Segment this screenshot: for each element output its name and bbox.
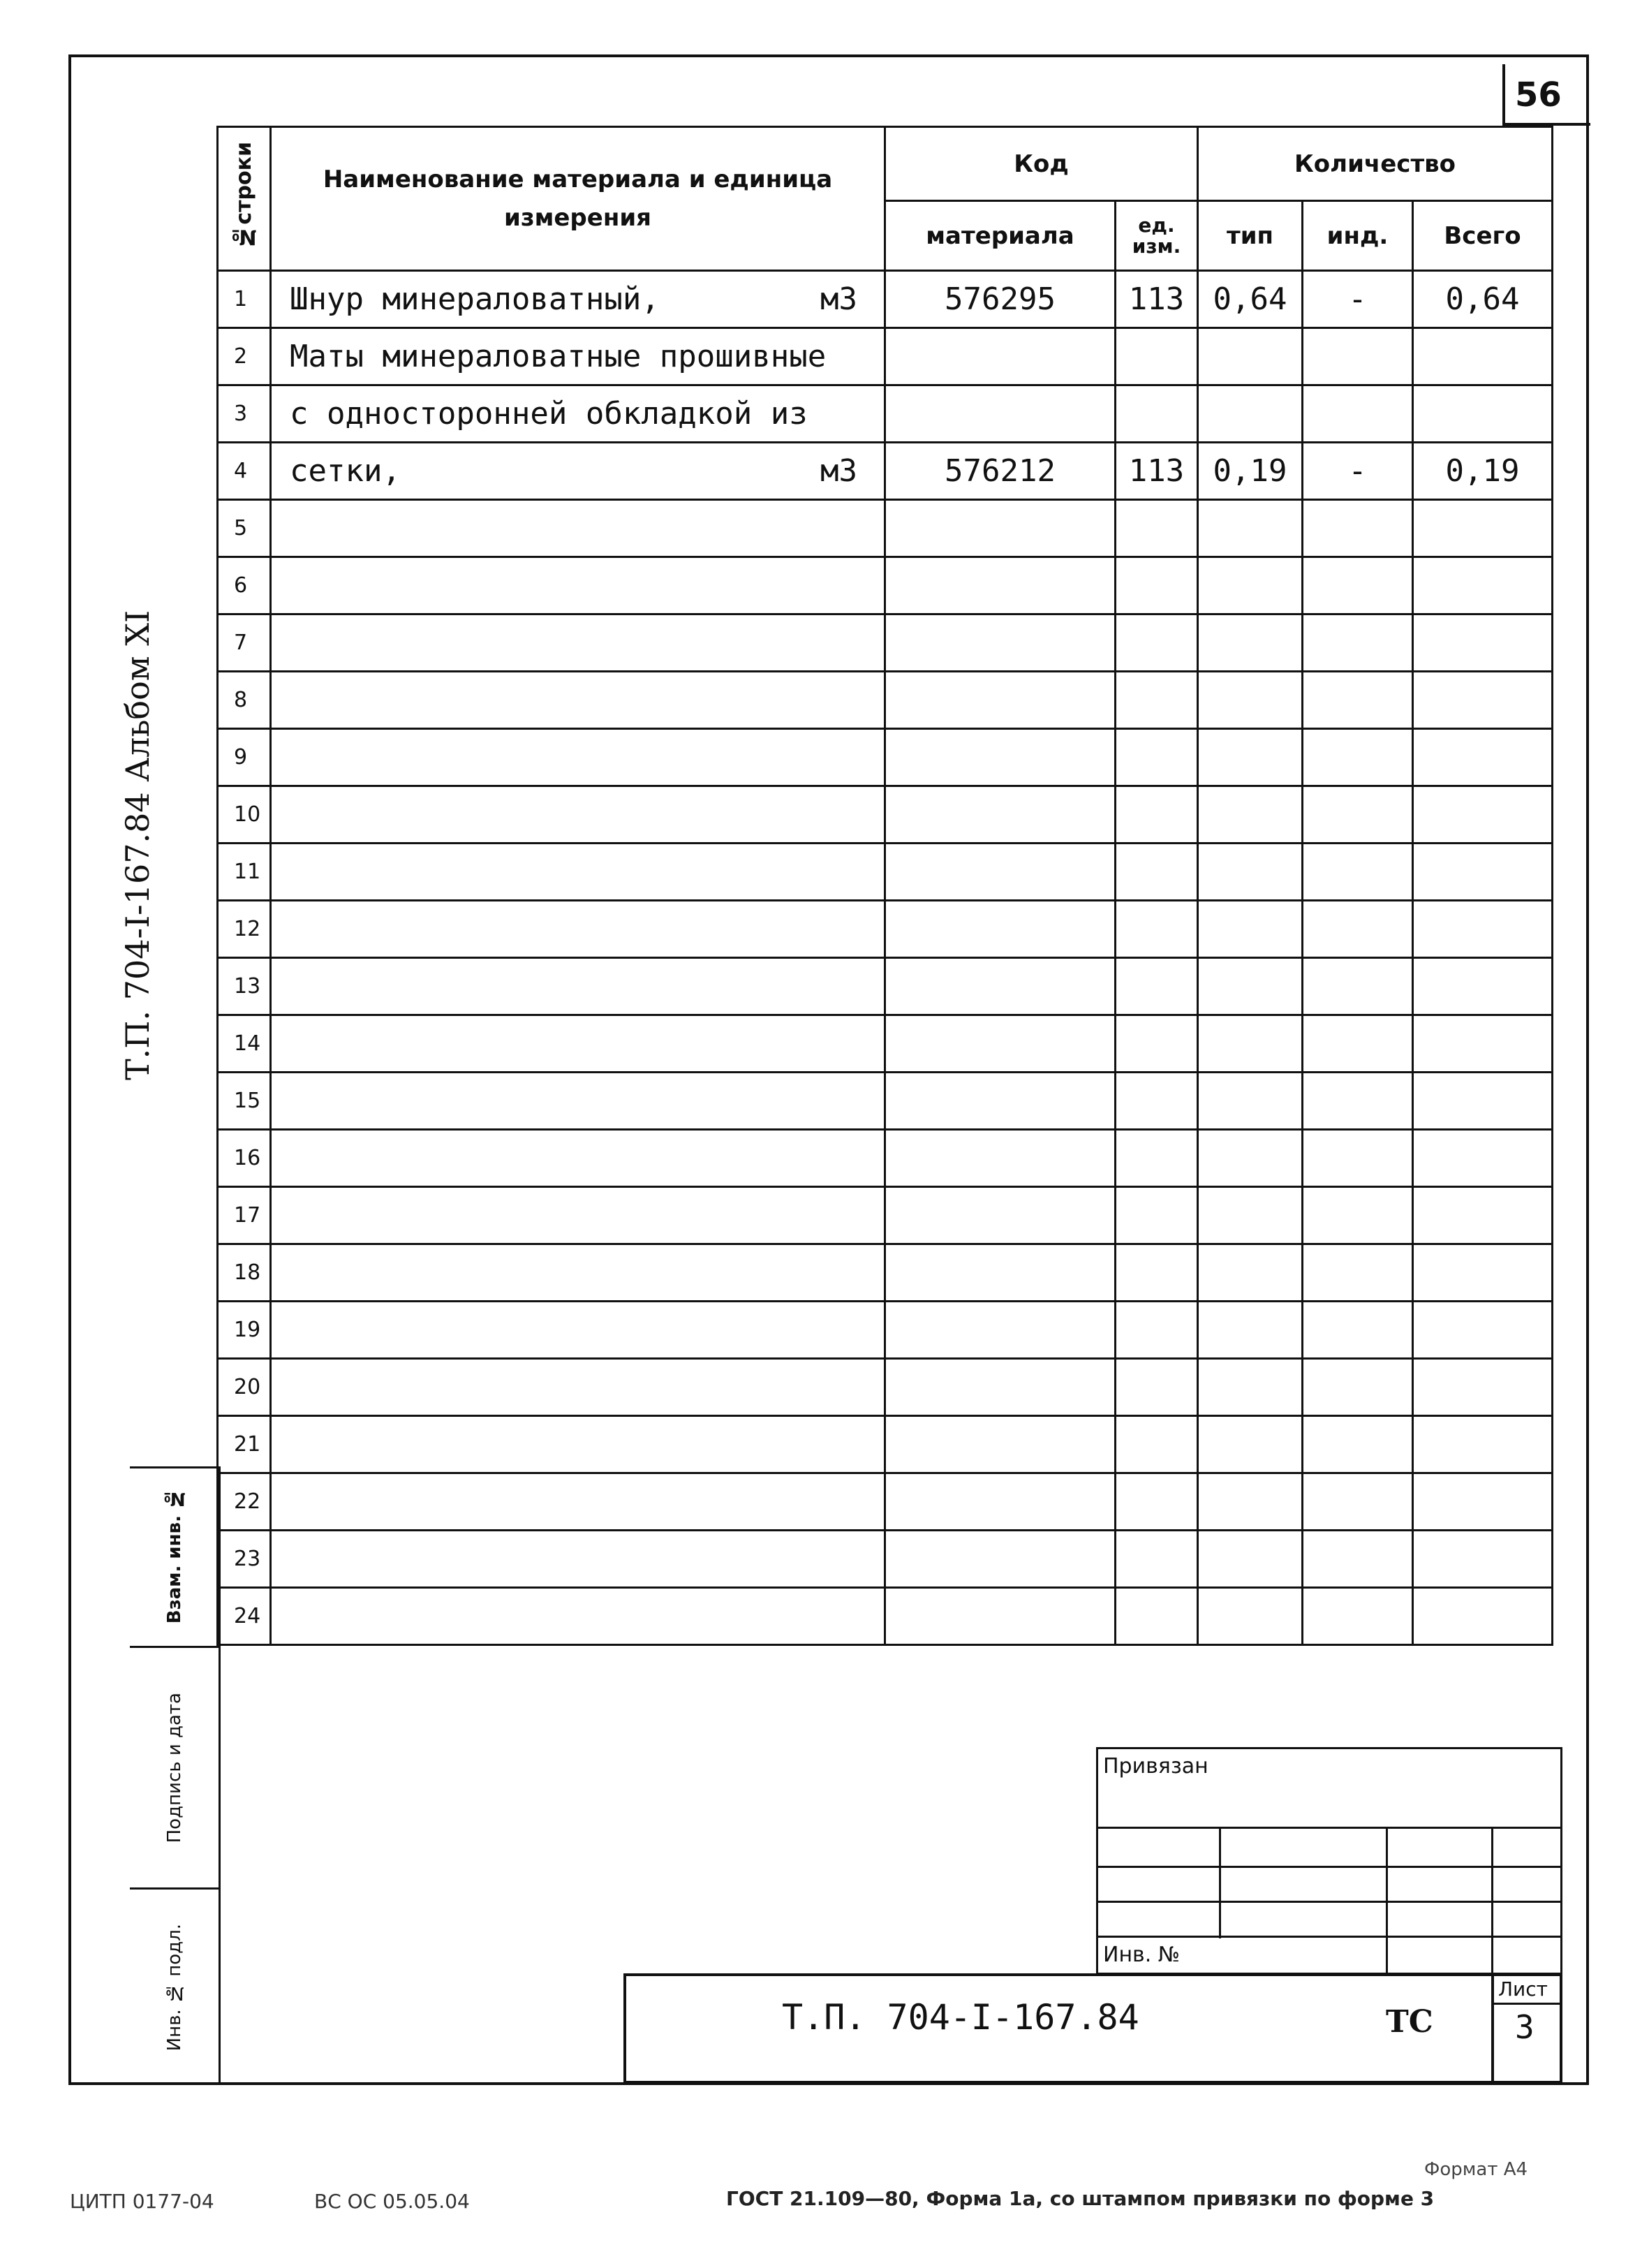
- stamp-inv-no: Инв. №: [1103, 1943, 1181, 1967]
- unit-code: [1116, 1073, 1198, 1130]
- table-row: [218, 328, 1553, 385]
- row-number: 1: [218, 271, 271, 328]
- qty-ind: [1303, 729, 1413, 786]
- row-number: 17: [218, 1187, 271, 1244]
- table-row: [218, 786, 1553, 844]
- material-code: [885, 1015, 1116, 1073]
- qty-ind: [1303, 1302, 1413, 1359]
- header-qty-total: Всего: [1413, 201, 1553, 271]
- qty-type: [1198, 1187, 1303, 1244]
- header-code-unit: ед. изм.: [1116, 201, 1198, 271]
- materials-table: [216, 126, 1553, 1646]
- qty-type: [1198, 614, 1303, 672]
- qty-type: 0,64: [1198, 271, 1303, 328]
- unit-code: 113: [1116, 443, 1198, 500]
- stamp-col-line: [1491, 1827, 1493, 1973]
- header-row-no: №строки: [218, 127, 271, 271]
- row-number: 4: [218, 443, 271, 500]
- material-code: [885, 958, 1116, 1015]
- unit-code: [1116, 1416, 1198, 1473]
- format-label: Формат А4: [1424, 2159, 1528, 2180]
- material-code: [885, 385, 1116, 443]
- row-number: 2: [218, 328, 271, 385]
- qty-total: [1413, 1187, 1553, 1244]
- qty-total: [1413, 614, 1553, 672]
- material-code: [885, 614, 1116, 672]
- material-code: [885, 672, 1116, 729]
- side-title-text: Т.П. 704-I-167.84 Альбом XI: [119, 610, 156, 1080]
- stamp-col-line: [1219, 1827, 1221, 1938]
- qty-ind: -: [1303, 443, 1413, 500]
- qty-total: [1413, 958, 1553, 1015]
- unit-code: [1116, 844, 1198, 901]
- signature-date-label: Подпись и дата: [164, 1692, 185, 1843]
- row-number: 22: [218, 1473, 271, 1531]
- material-code: [885, 1531, 1116, 1588]
- qty-type: 0,19: [1198, 443, 1303, 500]
- qty-ind: [1303, 500, 1413, 557]
- qty-total: [1413, 729, 1553, 786]
- qty-ind: [1303, 614, 1413, 672]
- header-code-material: материала: [885, 201, 1116, 271]
- qty-total: [1413, 1302, 1553, 1359]
- qty-total: [1413, 1473, 1553, 1531]
- unit-code: [1116, 1130, 1198, 1187]
- material-name: [271, 1073, 885, 1130]
- qty-total: [1413, 1015, 1553, 1073]
- row-number: 8: [218, 672, 271, 729]
- header-name: Наименование материала и единица измерения: [271, 127, 885, 271]
- table-row: [218, 614, 1553, 672]
- qty-type: [1198, 500, 1303, 557]
- qty-type: [1198, 1531, 1303, 1588]
- qty-ind: [1303, 1187, 1413, 1244]
- qty-ind: [1303, 672, 1413, 729]
- material-name: [271, 844, 885, 901]
- qty-ind: [1303, 328, 1413, 385]
- material-name: [271, 901, 885, 958]
- row-number: 15: [218, 1073, 271, 1130]
- qty-type: [1198, 1473, 1303, 1531]
- table-row: [218, 1531, 1553, 1588]
- table-row: [218, 1416, 1553, 1473]
- material-code: [885, 1302, 1116, 1359]
- material-name: [271, 557, 885, 614]
- unit-code: [1116, 557, 1198, 614]
- signature-date-cell: [130, 1648, 219, 1890]
- material-name: [271, 500, 885, 557]
- material-name-text: с односторонней обкладкой из: [290, 396, 808, 432]
- unit-code: [1116, 958, 1198, 1015]
- sheet-number: 3: [1515, 2008, 1535, 2046]
- material-name: [271, 672, 885, 729]
- table-row: [218, 1588, 1553, 1645]
- stamp-privyazan: Привязан: [1103, 1754, 1208, 1779]
- qty-total: [1413, 844, 1553, 901]
- unit-code: [1116, 500, 1198, 557]
- qty-type: [1198, 786, 1303, 844]
- unit-code: 113: [1116, 271, 1198, 328]
- row-number: 3: [218, 385, 271, 443]
- qty-type: [1198, 1359, 1303, 1416]
- material-name: [271, 1187, 885, 1244]
- qty-total: [1413, 385, 1553, 443]
- material-code: 576212: [885, 443, 1116, 500]
- row-number: 24: [218, 1588, 271, 1645]
- side-title: [119, 601, 175, 1089]
- unit-code: [1116, 672, 1198, 729]
- qty-type: [1198, 1244, 1303, 1302]
- material-name: [271, 328, 885, 385]
- qty-type: [1198, 385, 1303, 443]
- material-code: [885, 1187, 1116, 1244]
- qty-ind: [1303, 1473, 1413, 1531]
- qty-ind: -: [1303, 271, 1413, 328]
- qty-total: 0,19: [1413, 443, 1553, 500]
- unit-code: [1116, 729, 1198, 786]
- qty-total: [1413, 672, 1553, 729]
- material-name: [271, 1531, 885, 1588]
- qty-type: [1198, 958, 1303, 1015]
- qty-total: [1413, 1588, 1553, 1645]
- qty-total: [1413, 1244, 1553, 1302]
- qty-total: [1413, 1073, 1553, 1130]
- vzam-inv-label: Взам. инв. №: [164, 1488, 185, 1624]
- table-row: [218, 844, 1553, 901]
- material-name: [271, 1416, 885, 1473]
- qty-total: [1413, 328, 1553, 385]
- unit-code: [1116, 1302, 1198, 1359]
- unit-code: [1116, 385, 1198, 443]
- header-qty-group: Количество: [1198, 127, 1553, 201]
- material-code: [885, 729, 1116, 786]
- qty-total: [1413, 1130, 1553, 1187]
- qty-total: 0,64: [1413, 271, 1553, 328]
- material-code: [885, 901, 1116, 958]
- sheet-divider: [1491, 2003, 1562, 2005]
- qty-type: [1198, 1416, 1303, 1473]
- row-number: 18: [218, 1244, 271, 1302]
- qty-total: [1413, 1359, 1553, 1416]
- qty-ind: [1303, 1244, 1413, 1302]
- row-number: 19: [218, 1302, 271, 1359]
- qty-ind: [1303, 1130, 1413, 1187]
- qty-ind: [1303, 1073, 1413, 1130]
- row-number: 13: [218, 958, 271, 1015]
- qty-ind: [1303, 786, 1413, 844]
- qty-ind: [1303, 958, 1413, 1015]
- qty-ind: [1303, 901, 1413, 958]
- qty-total: [1413, 557, 1553, 614]
- qty-ind: [1303, 385, 1413, 443]
- material-unit: м3: [820, 453, 857, 489]
- table-row: [218, 1359, 1553, 1416]
- qty-type: [1198, 1588, 1303, 1645]
- material-name: [271, 1015, 885, 1073]
- material-code: [885, 786, 1116, 844]
- inv-podl-label: Инв. № подл.: [164, 1923, 185, 2052]
- material-code: [885, 1588, 1116, 1645]
- material-code: 576295: [885, 271, 1116, 328]
- unit-code: [1116, 1473, 1198, 1531]
- inv-podl-cell: [130, 1890, 219, 2085]
- qty-ind: [1303, 844, 1413, 901]
- material-name: [271, 385, 885, 443]
- qty-total: [1413, 500, 1553, 557]
- unit-code: [1116, 614, 1198, 672]
- row-number: 12: [218, 901, 271, 958]
- row-number: 7: [218, 614, 271, 672]
- qty-ind: [1303, 1588, 1413, 1645]
- material-code: [885, 1473, 1116, 1531]
- row-number: 9: [218, 729, 271, 786]
- qty-type: [1198, 1073, 1303, 1130]
- material-code: [885, 1073, 1116, 1130]
- row-number: 6: [218, 557, 271, 614]
- unit-code: [1116, 328, 1198, 385]
- qty-type: [1198, 1130, 1303, 1187]
- row-number: 14: [218, 1015, 271, 1073]
- table-row: [218, 958, 1553, 1015]
- unit-code: [1116, 786, 1198, 844]
- unit-code: [1116, 1531, 1198, 1588]
- table-row: [218, 557, 1553, 614]
- footer-left: ЦИТП 0177-04: [70, 2190, 214, 2213]
- unit-code: [1116, 1187, 1198, 1244]
- table-row: [218, 1187, 1553, 1244]
- material-name: [271, 786, 885, 844]
- row-number: 20: [218, 1359, 271, 1416]
- material-code: [885, 1130, 1116, 1187]
- material-code: [885, 328, 1116, 385]
- footer-right: ГОСТ 21.109—80, Форма 1а, со штампом привязки по форме 3: [726, 2187, 1435, 2210]
- qty-type: [1198, 729, 1303, 786]
- stamp-col-line: [1386, 1827, 1388, 1973]
- table-row: [218, 385, 1553, 443]
- row-number: 16: [218, 1130, 271, 1187]
- table-row: [218, 271, 1553, 328]
- qty-ind: [1303, 1416, 1413, 1473]
- title-block-code: Т.П. 704-I-167.84: [782, 1997, 1139, 2038]
- row-number: 21: [218, 1416, 271, 1473]
- title-block-doc: ТС: [1386, 2004, 1433, 2040]
- sheet-label: Лист: [1498, 1978, 1548, 2001]
- header-qty-type: тип: [1198, 201, 1303, 271]
- qty-ind: [1303, 1531, 1413, 1588]
- table-row: [218, 1130, 1553, 1187]
- qty-ind: [1303, 1015, 1413, 1073]
- table-row: [218, 1073, 1553, 1130]
- material-name: [271, 1130, 885, 1187]
- material-name-text: Маты минераловатные прошивные: [290, 339, 827, 374]
- table-row: [218, 1015, 1553, 1073]
- unit-code: [1116, 1359, 1198, 1416]
- row-number: 5: [218, 500, 271, 557]
- table-row: [218, 1302, 1553, 1359]
- table-row: [218, 901, 1553, 958]
- vzam-inv-cell: [130, 1466, 219, 1648]
- header-code-group: Код: [885, 127, 1198, 201]
- page-number: 56: [1515, 75, 1562, 115]
- table-row: [218, 1244, 1553, 1302]
- unit-code: [1116, 901, 1198, 958]
- qty-type: [1198, 1302, 1303, 1359]
- table-row: [218, 1473, 1553, 1531]
- material-name: [271, 1473, 885, 1531]
- row-number: 10: [218, 786, 271, 844]
- table-row: [218, 443, 1553, 500]
- unit-code: [1116, 1015, 1198, 1073]
- qty-ind: [1303, 1359, 1413, 1416]
- qty-ind: [1303, 557, 1413, 614]
- qty-total: [1413, 1531, 1553, 1588]
- material-code: [885, 1244, 1116, 1302]
- material-unit: м3: [820, 281, 857, 317]
- material-code: [885, 1416, 1116, 1473]
- material-name: [271, 1302, 885, 1359]
- material-name: [271, 271, 885, 328]
- unit-code: [1116, 1244, 1198, 1302]
- material-name: [271, 1244, 885, 1302]
- material-name: [271, 958, 885, 1015]
- qty-type: [1198, 1015, 1303, 1073]
- material-name: [271, 614, 885, 672]
- qty-type: [1198, 557, 1303, 614]
- material-name-text: Шнур минераловатный,: [290, 281, 660, 317]
- material-name: [271, 1359, 885, 1416]
- material-code: [885, 500, 1116, 557]
- material-name-text: сетки,: [290, 453, 401, 489]
- qty-type: [1198, 901, 1303, 958]
- material-code: [885, 844, 1116, 901]
- qty-total: [1413, 1416, 1553, 1473]
- unit-code: [1116, 1588, 1198, 1645]
- table-row: [218, 500, 1553, 557]
- material-name: [271, 729, 885, 786]
- material-code: [885, 557, 1116, 614]
- table-row: [218, 672, 1553, 729]
- material-code: [885, 1359, 1116, 1416]
- row-number: 11: [218, 844, 271, 901]
- row-number: 23: [218, 1531, 271, 1588]
- qty-total: [1413, 786, 1553, 844]
- qty-type: [1198, 844, 1303, 901]
- header-qty-ind: инд.: [1303, 201, 1413, 271]
- table-row: [218, 729, 1553, 786]
- footer-mid: ВС ОС 05.05.04: [314, 2190, 470, 2213]
- qty-total: [1413, 901, 1553, 958]
- material-name: [271, 443, 885, 500]
- qty-type: [1198, 672, 1303, 729]
- qty-type: [1198, 328, 1303, 385]
- material-name: [271, 1588, 885, 1645]
